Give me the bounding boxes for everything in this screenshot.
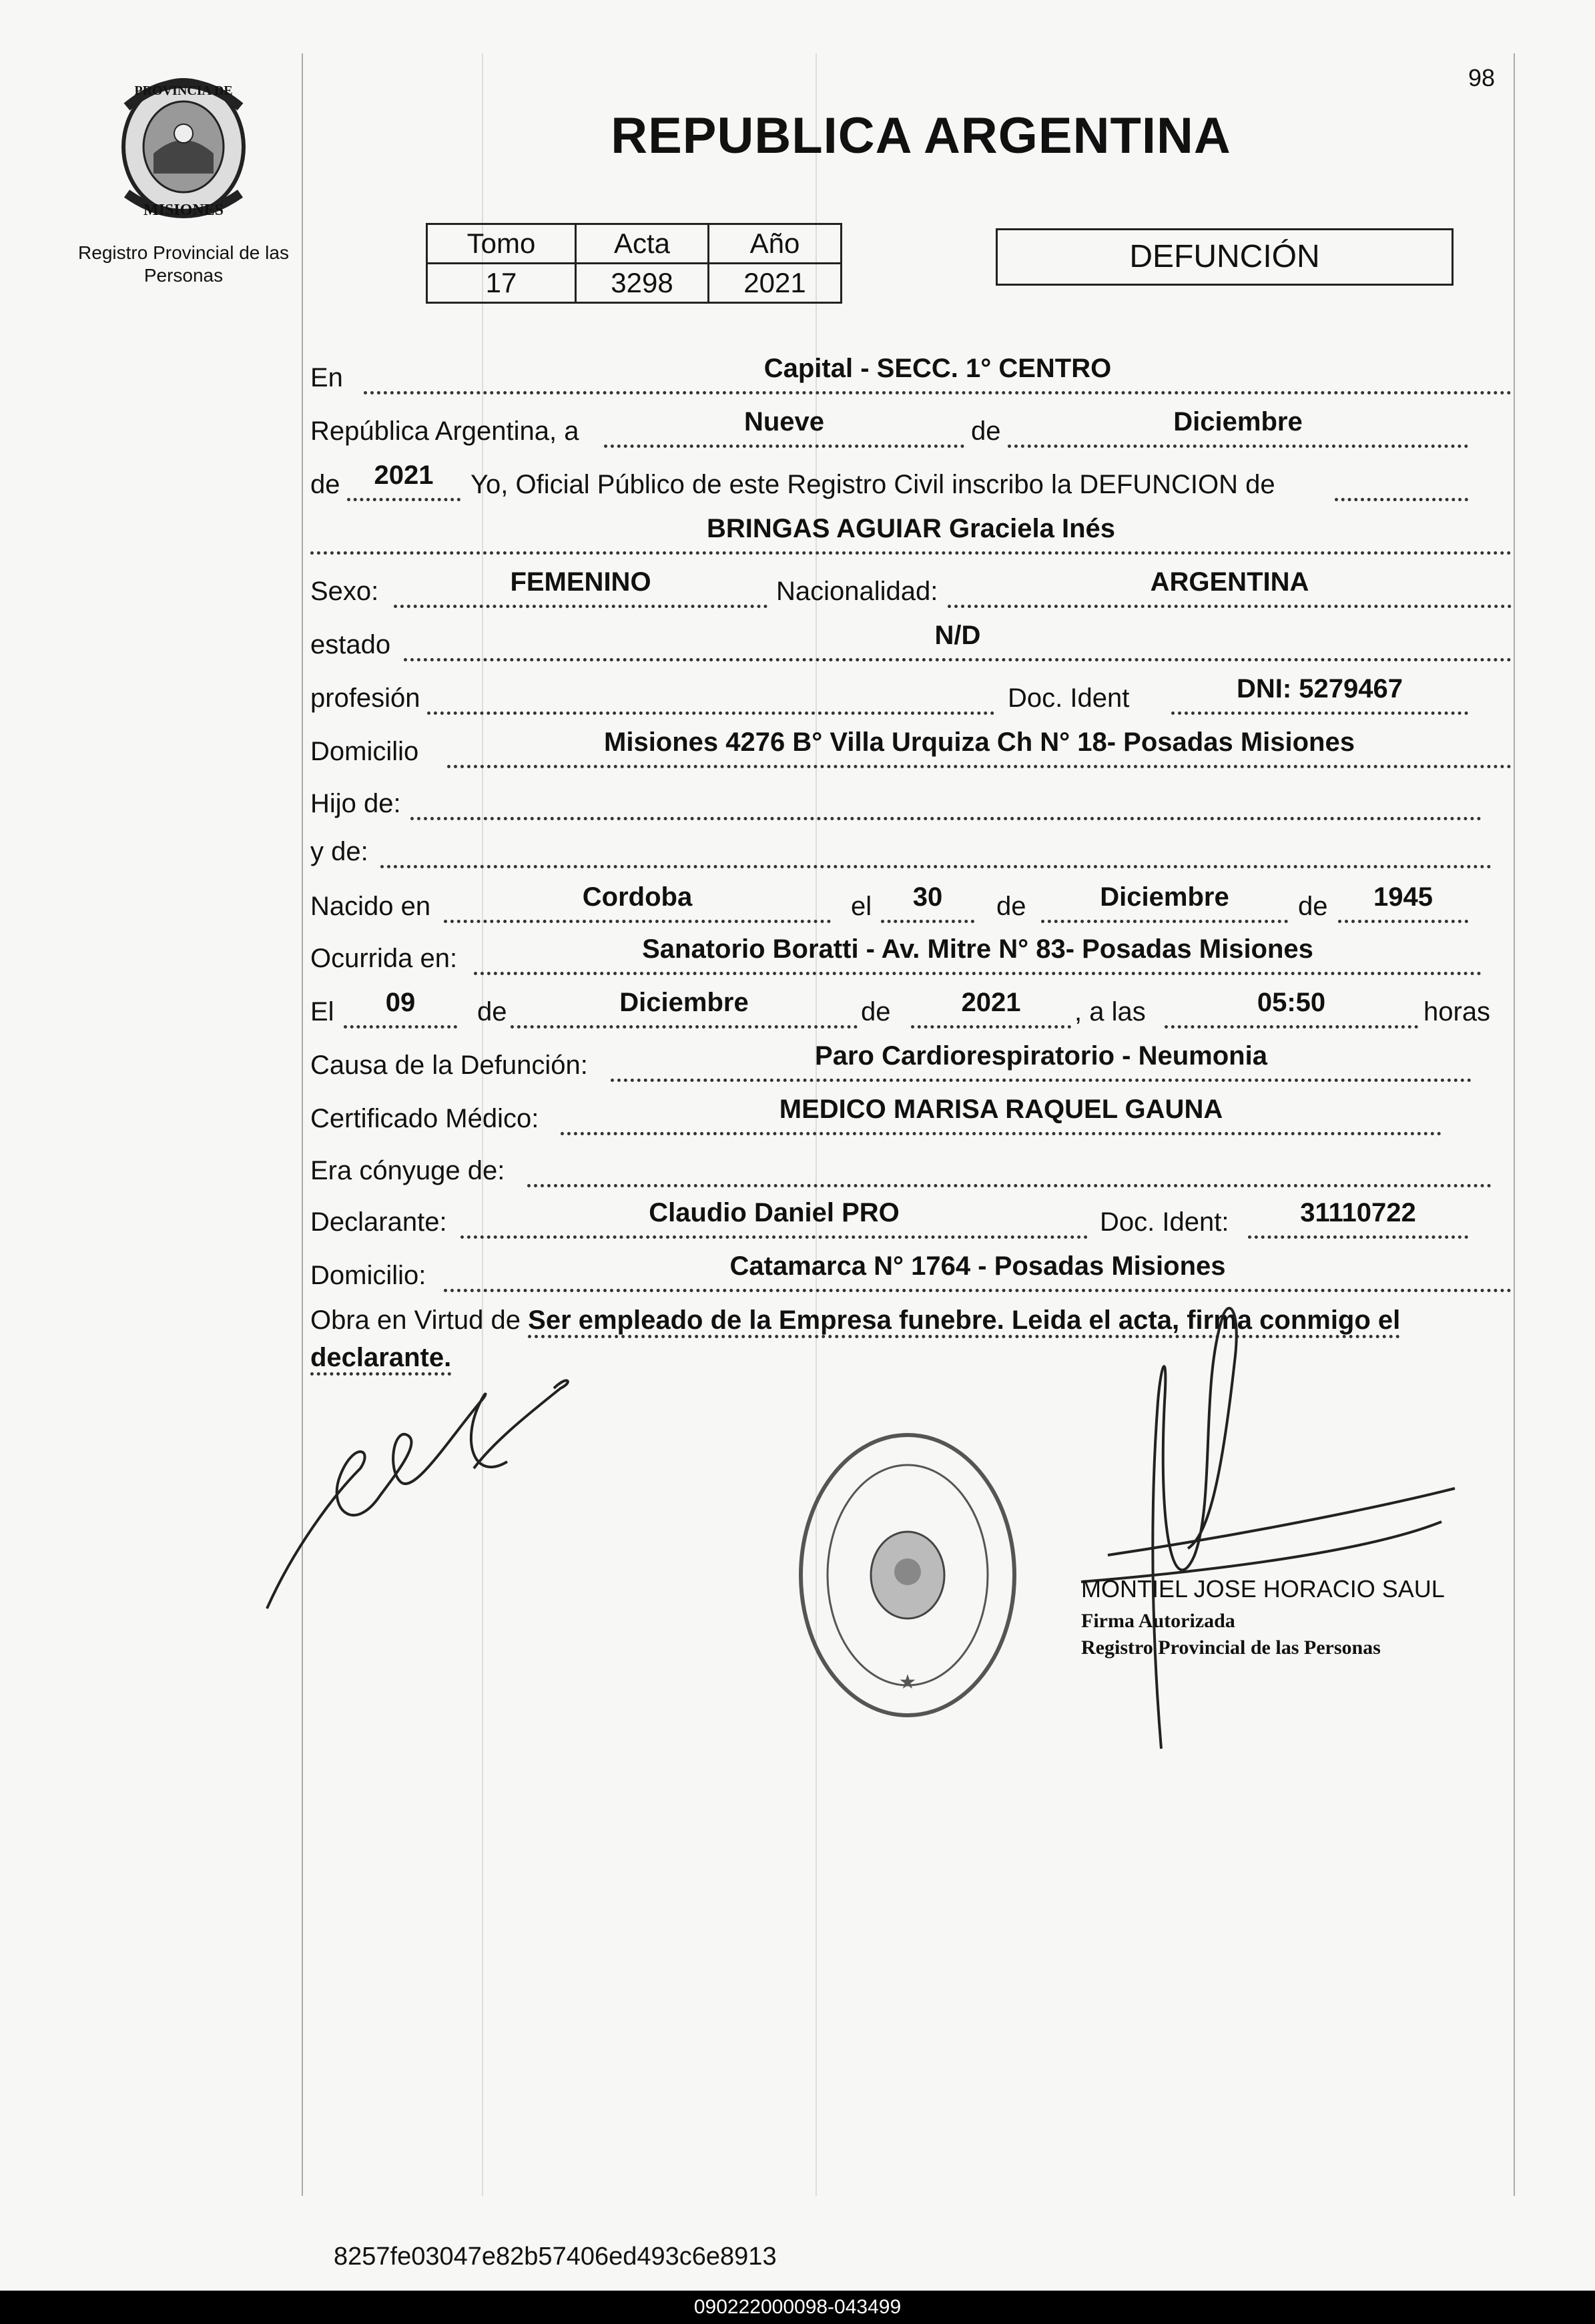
declarant-signature: [254, 1362, 627, 1615]
obra-label: Obra en Virtud de: [310, 1305, 521, 1335]
row-nacido: [310, 882, 1512, 922]
official-org: Registro Provincial de las Personas: [1081, 1637, 1381, 1659]
row-ocurrida: [310, 934, 1512, 974]
nombre-field: BRINGAS AGUIAR Graciela Inés: [310, 514, 1512, 555]
row-yde: [310, 828, 1512, 868]
misiones-seal-logo: [107, 67, 260, 227]
tomo-acta-anio-table: [426, 223, 842, 304]
en-field: Capital - SECC. 1° CENTRO: [364, 354, 1512, 394]
tomo-header: Tomo: [427, 224, 576, 264]
tomo-value: 17: [427, 264, 576, 303]
row-hijo: [310, 780, 1512, 820]
nacionalidad-field: ARGENTINA: [948, 567, 1512, 608]
domicilio-field: Misiones 4276 B° Villa Urquiza Ch N° 18- Posadas Misiones: [447, 728, 1512, 768]
certificado-label: Certificado Médico:: [310, 1104, 539, 1133]
row-profesion: [310, 674, 1512, 714]
anio-field: 2021: [347, 461, 460, 501]
row-certificado: [310, 1095, 1512, 1135]
estado-field: N/D: [404, 621, 1512, 661]
declarante-field: Claudio Daniel PRO: [460, 1198, 1088, 1239]
ocurrida-label: Ocurrida en:: [310, 944, 458, 973]
def-mes-field: Diciembre: [511, 988, 858, 1029]
causa-label: Causa de la Defunción:: [310, 1051, 588, 1080]
certificado-field: MEDICO MARISA RAQUEL GAUNA: [561, 1095, 1442, 1135]
yo-blank: [1335, 461, 1468, 501]
de-label-2: de: [310, 470, 340, 499]
dia-field: Nueve: [604, 407, 964, 448]
alas-label: , a las: [1074, 997, 1146, 1027]
mes-field: Diciembre: [1008, 407, 1468, 448]
hijo-field: [410, 780, 1482, 820]
nac-mes-field: Diciembre: [1041, 882, 1288, 923]
doc-field: DNI: 5279467: [1171, 674, 1468, 715]
yde-label: y de:: [310, 837, 368, 866]
row-declarante: [310, 1198, 1512, 1238]
doc-label: Doc. Ident: [1008, 683, 1130, 713]
def-anio-field: 2021: [911, 988, 1071, 1029]
de-label-3: de: [996, 892, 1026, 921]
acta-value: 3298: [576, 264, 709, 303]
doc2-label: Doc. Ident:: [1100, 1207, 1229, 1237]
official-role: Firma Autorizada: [1081, 1610, 1235, 1632]
causa-field: Paro Cardiorespiratorio - Neumonia: [611, 1041, 1472, 1082]
svg-text:PROVINCIA DE: PROVINCIA DE: [134, 83, 233, 98]
document-hash: 8257fe03047e82b57406ed493c6e8913: [334, 2243, 777, 2271]
row-domicilio: [310, 728, 1512, 768]
page-number: 98: [1468, 64, 1496, 91]
nacionalidad-label: Nacionalidad:: [776, 577, 938, 606]
row-causa: [310, 1041, 1512, 1081]
el2-label: El: [310, 997, 334, 1027]
official-round-stamp: [787, 1422, 1028, 1729]
row-fecha-defuncion: [310, 988, 1512, 1028]
right-margin-line: [1514, 53, 1515, 2196]
republica-label: República Argentina, a: [310, 416, 579, 446]
yde-field: [380, 828, 1492, 868]
barcode-strip: 090222000098-043499: [0, 2291, 1595, 2324]
def-dia-field: 09: [344, 988, 457, 1029]
profesion-label: profesión: [310, 683, 420, 713]
de-label-5: de: [477, 997, 507, 1027]
row-sexo: [310, 567, 1512, 607]
horas-label: horas: [1423, 997, 1491, 1027]
document-title: REPUBLICA ARGENTINA: [611, 107, 1231, 164]
official-signature: [1041, 1268, 1468, 1762]
nacido-label: Nacido en: [310, 892, 431, 921]
acta-header: Acta: [576, 224, 709, 264]
ocurrida-field: Sanatorio Boratti - Av. Mitre N° 83- Posadas Misiones: [474, 934, 1482, 975]
en-label: En: [310, 363, 343, 392]
row-nombre: [310, 514, 1512, 554]
sexo-field: FEMENINO: [394, 567, 767, 608]
domicilio-label: Domicilio: [310, 737, 419, 766]
nac-anio-field: 1945: [1338, 882, 1468, 923]
anio-header: Año: [709, 224, 842, 264]
de-label-6: de: [861, 997, 891, 1027]
sexo-label: Sexo:: [310, 577, 379, 606]
row-estado: [310, 621, 1512, 661]
obra-field: Ser empleado de la Empresa funebre. Leida el acta, firma conmigo el declarante.: [310, 1305, 1400, 1376]
row-yo: [310, 461, 1512, 501]
yo-label: Yo, Oficial Público de este Registro Civil inscribo la DEFUNCION de: [470, 470, 1275, 499]
domicilio2-field: Catamarca N° 1764 - Posadas Misiones: [444, 1251, 1512, 1292]
conyuge-label: Era cónyuge de:: [310, 1156, 505, 1185]
row-en: [310, 354, 1512, 394]
nac-dia-field: 30: [881, 882, 974, 923]
profesion-field: [427, 674, 994, 715]
left-margin-line: [302, 53, 303, 2196]
conyuge-field: [527, 1147, 1492, 1187]
el-label: el: [851, 892, 872, 921]
nacido-field: Cordoba: [444, 882, 831, 923]
svg-text:★: ★: [898, 1671, 917, 1693]
row-republica: [310, 407, 1512, 447]
hijo-label: Hijo de:: [310, 789, 401, 818]
row-conyuge: [310, 1147, 1512, 1187]
doc2-field: 31110722: [1248, 1198, 1468, 1239]
estado-label: estado: [310, 630, 391, 659]
svg-text:MISIONES: MISIONES: [143, 202, 224, 219]
registro-label: Registro Provincial de las Personas: [78, 242, 289, 286]
de-label-1: de: [971, 416, 1001, 446]
def-hora-field: 05:50: [1165, 988, 1418, 1029]
anio-value: 2021: [709, 264, 842, 303]
domicilio2-label: Domicilio:: [310, 1261, 426, 1290]
de-label-4: de: [1298, 892, 1328, 921]
record-type-box: DEFUNCIÓN: [996, 228, 1454, 286]
official-name: MONTIEL JOSE HORACIO SAUL: [1081, 1575, 1445, 1603]
declarante-label: Declarante:: [310, 1207, 447, 1237]
